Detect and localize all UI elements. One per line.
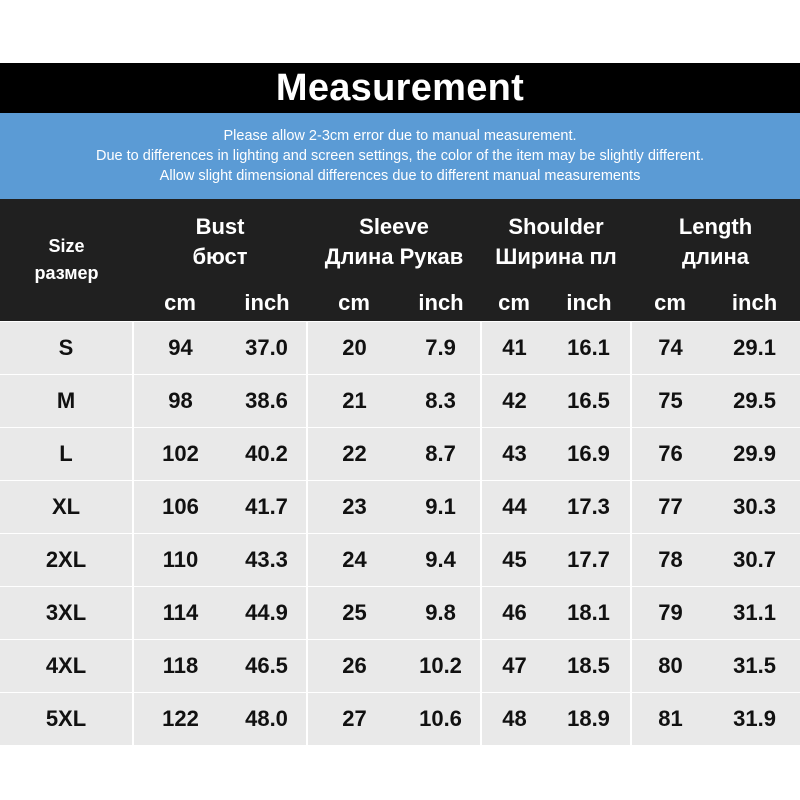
value-cell: 31.5	[709, 640, 800, 693]
value-cell: 110	[133, 534, 227, 587]
table-body	[0, 322, 800, 746]
value-cell: 23	[307, 481, 401, 534]
value-cell: 25	[307, 587, 401, 640]
value-cell: 29.5	[709, 375, 800, 428]
bust-header	[133, 199, 307, 285]
value-cell: 43.3	[227, 534, 307, 587]
value-cell: 21	[307, 375, 401, 428]
value-cell: 7.9	[401, 322, 481, 375]
value-cell: 77	[631, 481, 709, 534]
value-cell: 41	[481, 322, 547, 375]
sleeve-header	[307, 199, 481, 285]
value-cell: 44	[481, 481, 547, 534]
size-cell: 4XL	[0, 640, 133, 693]
table-row	[0, 428, 800, 481]
unit-header: inch	[709, 285, 800, 322]
group-header-ru: Ширина пл	[495, 244, 617, 269]
unit-header: cm	[631, 285, 709, 322]
value-cell: 118	[133, 640, 227, 693]
size-cell: L	[0, 428, 133, 481]
value-cell: 24	[307, 534, 401, 587]
length-header	[631, 199, 800, 285]
value-cell: 26	[307, 640, 401, 693]
value-cell: 8.3	[401, 375, 481, 428]
value-cell: 17.3	[547, 481, 631, 534]
table-row	[0, 375, 800, 428]
value-cell: 102	[133, 428, 227, 481]
value-cell: 18.5	[547, 640, 631, 693]
value-cell: 79	[631, 587, 709, 640]
value-cell: 18.9	[547, 693, 631, 746]
unit-header: cm	[307, 285, 401, 322]
size-cell: 2XL	[0, 534, 133, 587]
value-cell: 43	[481, 428, 547, 481]
value-cell: 10.6	[401, 693, 481, 746]
value-cell: 9.8	[401, 587, 481, 640]
size-cell: S	[0, 322, 133, 375]
size-cell: XL	[0, 481, 133, 534]
notice-line: Please allow 2-3cm error due to manual measurement.	[223, 128, 577, 144]
value-cell: 22	[307, 428, 401, 481]
size-table	[0, 199, 800, 745]
unit-header: inch	[401, 285, 481, 322]
value-cell: 10.2	[401, 640, 481, 693]
group-header-ru: бюст	[192, 244, 248, 269]
value-cell: 31.1	[709, 587, 800, 640]
group-header-ru: Длина Рукав	[324, 244, 464, 269]
unit-header: cm	[481, 285, 547, 322]
group-header-en: Shoulder	[508, 214, 604, 239]
value-cell: 48.0	[227, 693, 307, 746]
value-cell: 16.9	[547, 428, 631, 481]
value-cell: 29.1	[709, 322, 800, 375]
value-cell: 37.0	[227, 322, 307, 375]
value-cell: 20	[307, 322, 401, 375]
group-header-row	[0, 199, 800, 285]
value-cell: 76	[631, 428, 709, 481]
table-row	[0, 534, 800, 587]
size-cell: 5XL	[0, 693, 133, 746]
value-cell: 27	[307, 693, 401, 746]
value-cell: 29.9	[709, 428, 800, 481]
group-header-en: Length	[678, 214, 753, 239]
value-cell: 41.7	[227, 481, 307, 534]
value-cell: 106	[133, 481, 227, 534]
notice-line: Due to differences in lighting and screen settings, the color of the item may be slightly different.	[96, 148, 704, 164]
value-cell: 94	[133, 322, 227, 375]
size-header-ru: размер	[34, 263, 99, 283]
value-cell: 30.7	[709, 534, 800, 587]
size-column-header	[0, 199, 133, 322]
value-cell: 9.1	[401, 481, 481, 534]
unit-header: inch	[227, 285, 307, 322]
notice-line: Allow slight dimensional differences due to different manual measurements	[159, 168, 641, 184]
table-row	[0, 587, 800, 640]
value-cell: 38.6	[227, 375, 307, 428]
value-cell: 75	[631, 375, 709, 428]
table-row	[0, 322, 800, 375]
table-row	[0, 640, 800, 693]
value-cell: 78	[631, 534, 709, 587]
value-cell: 45	[481, 534, 547, 587]
unit-header: cm	[133, 285, 227, 322]
group-header-en: Sleeve	[359, 214, 429, 239]
value-cell: 31.9	[709, 693, 800, 746]
value-cell: 9.4	[401, 534, 481, 587]
value-cell: 122	[133, 693, 227, 746]
value-cell: 46	[481, 587, 547, 640]
value-cell: 8.7	[401, 428, 481, 481]
table-row	[0, 693, 800, 746]
unit-header: inch	[547, 285, 631, 322]
value-cell: 74	[631, 322, 709, 375]
value-cell: 17.7	[547, 534, 631, 587]
measurement-chart	[0, 63, 800, 736]
shoulder-header	[481, 199, 631, 285]
value-cell: 42	[481, 375, 547, 428]
table-row	[0, 481, 800, 534]
group-header-en: Bust	[195, 214, 245, 239]
size-cell: M	[0, 375, 133, 428]
value-cell: 46.5	[227, 640, 307, 693]
chart-title: Measurement	[0, 63, 800, 113]
value-cell: 48	[481, 693, 547, 746]
value-cell: 114	[133, 587, 227, 640]
size-header-en: Size	[48, 236, 85, 256]
size-cell: 3XL	[0, 587, 133, 640]
value-cell: 40.2	[227, 428, 307, 481]
value-cell: 16.1	[547, 322, 631, 375]
value-cell: 30.3	[709, 481, 800, 534]
value-cell: 80	[631, 640, 709, 693]
value-cell: 47	[481, 640, 547, 693]
value-cell: 18.1	[547, 587, 631, 640]
value-cell: 44.9	[227, 587, 307, 640]
value-cell: 16.5	[547, 375, 631, 428]
group-header-ru: длина	[682, 244, 750, 269]
value-cell: 81	[631, 693, 709, 746]
value-cell: 98	[133, 375, 227, 428]
notice-banner	[0, 113, 800, 199]
